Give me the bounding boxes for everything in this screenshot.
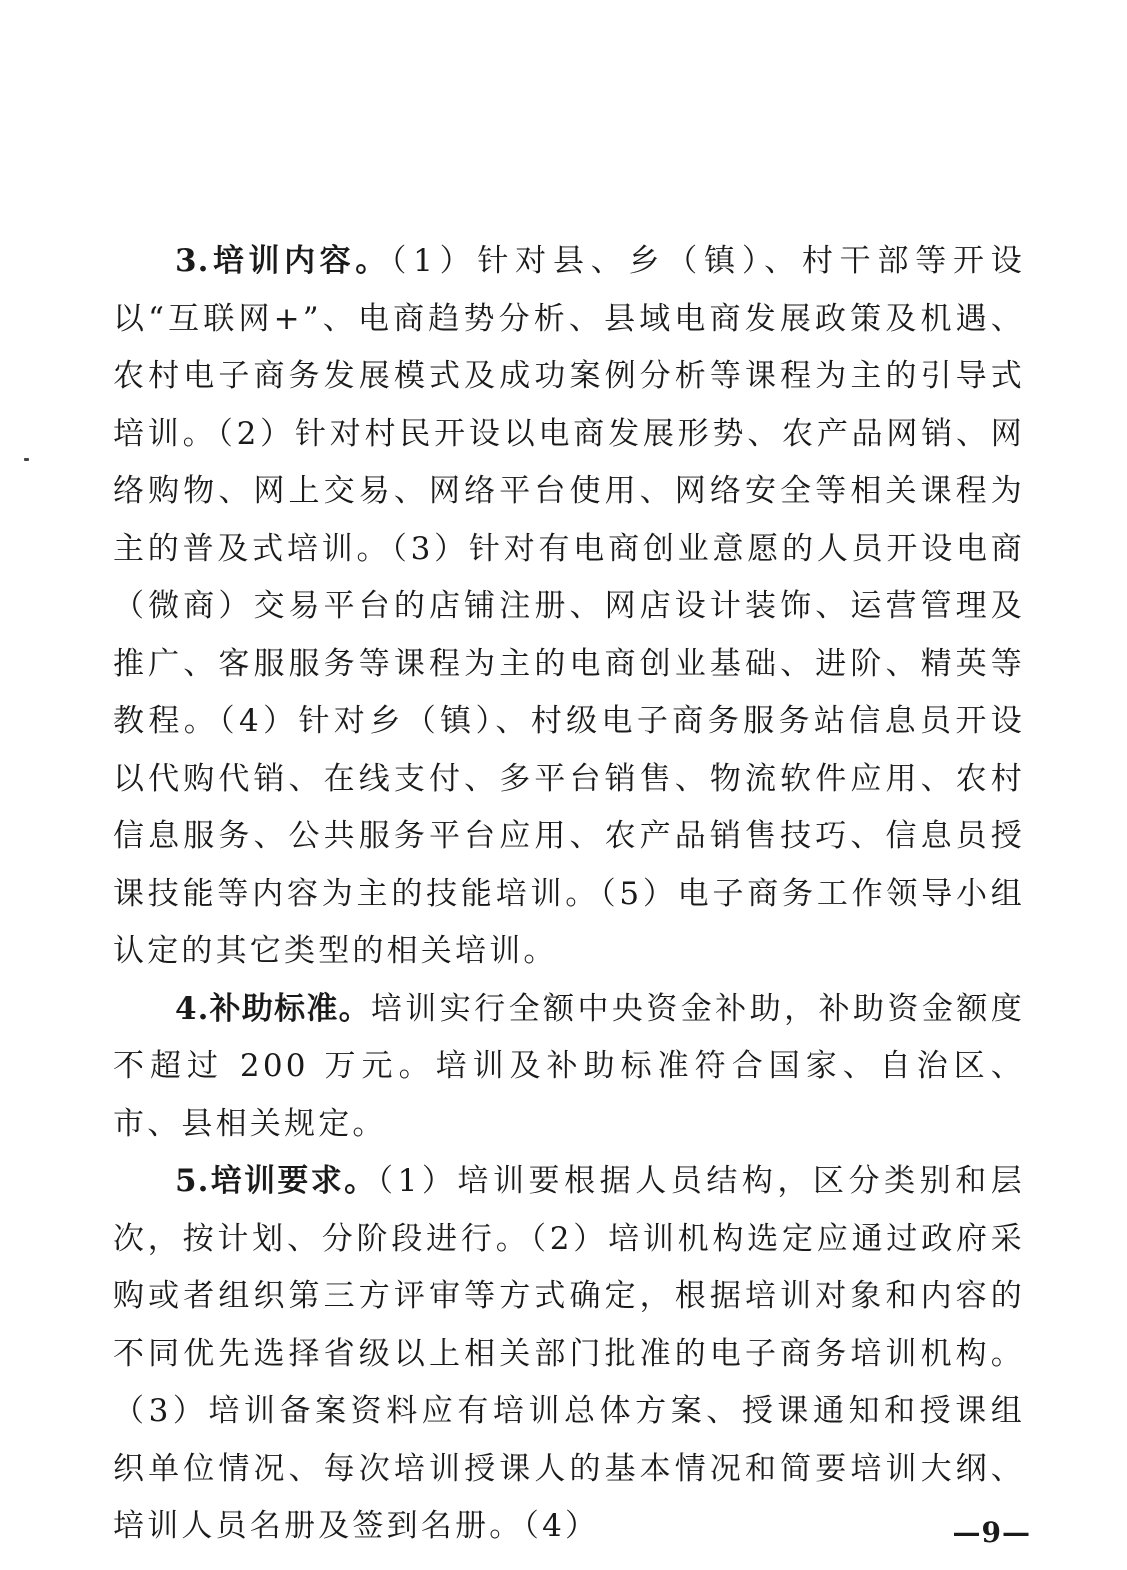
paragraph-training-requirements [113,1153,1025,1556]
document-body [113,233,1025,1556]
paragraph-text: （1）针对县、乡（镇）、村干部等开设以“互联网+”、电商趋势分析、县域电商发展政策及机遇、农村电子商务发展模式及成功案例分析等课程为主的引导式培训。（2）针对村民开设以电商发展形势、农产品网销、网络购物、网上交易、网络平台使用、网络安全等相关课程为主的普及式培训。（3）针对有电商创业意愿的人员开设电商（微商）交易平台的店铺注册、网店设计装饰、运营管理及推广、客服服务等课程为主的电商创业基础、进阶、精英等教程。（4）针对乡（镇）、村级电子商务服务站信息员开设以代购代销、在线支付、多平台销售、物流软件应用、农村信息服务、公共服务平台应用、农产品销售技巧、信息员授课技能等内容为主的技能培训。（5）电子商务工作领导小组认定的其它类型的相关培训。 [113,243,1025,969]
section-heading: 4.补助标准。 [175,990,371,1027]
page-number: —9— [952,1516,1031,1549]
paragraph-text: 培训实行全额中央资金补助，补助资金额度不超过 200 万元。培训及补助标准符合国家、自治区、市、县相关规定。 [113,990,1025,1142]
paragraph-training-content [113,233,1025,981]
paragraph-text: （1）培训要根据人员结构，区分类别和层次，按计划、分阶段进行。（2）培训机构选定应通过政府采购或者组织第三方评审等方式确定，根据培训对象和内容的不同优先选择省级以上相关部门批准的电子商务培训机构。（3）培训备案资料应有培训总体方案、授课通知和授课组织单位情况、每次培训授课人的基本情况和简要培训大纲、培训人员名册及签到名册。（4） [113,1163,1025,1544]
paragraph-subsidy-standard [113,981,1025,1154]
scan-speck [24,458,29,461]
section-heading: 3.培训内容。 [175,243,391,279]
section-heading: 5.培训要求。 [175,1163,378,1199]
